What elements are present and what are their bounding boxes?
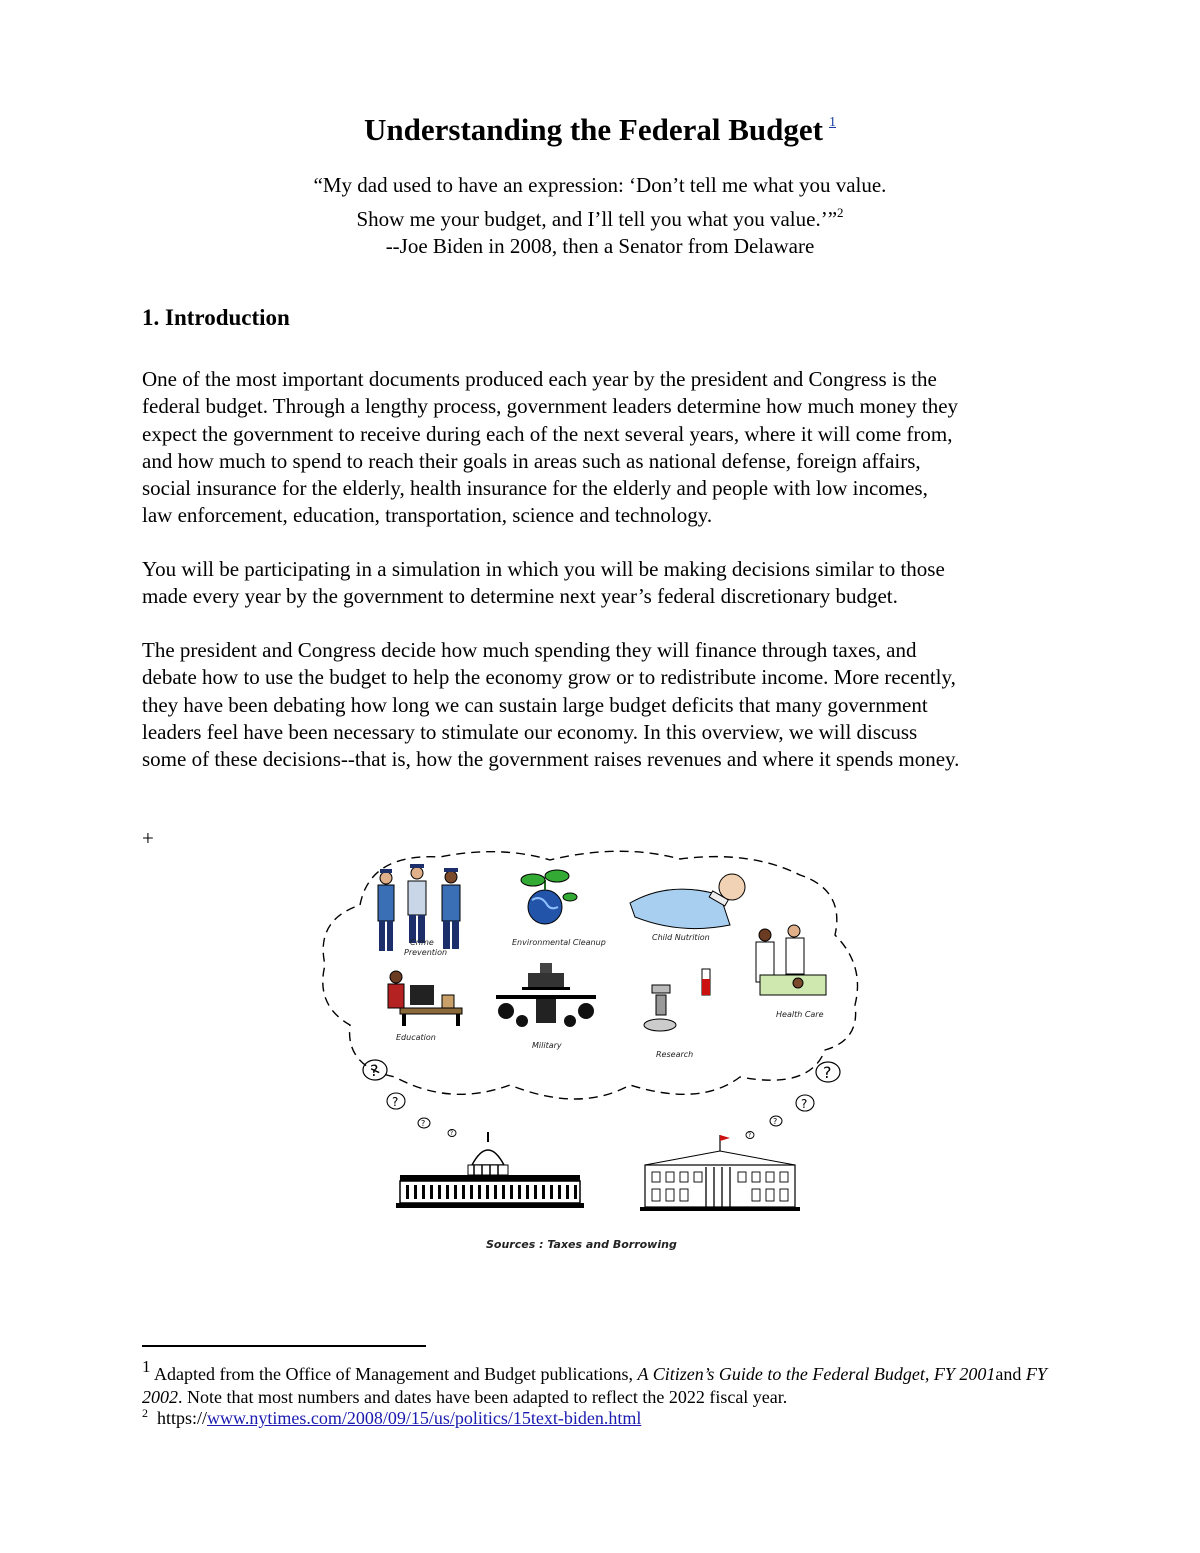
intro-paragraph-2 bbox=[142, 556, 1072, 611]
paragraph-line: debate how to use the budget to help the economy grow or to redistribute income. More recently, bbox=[142, 665, 956, 690]
label-child-nutrition: Child Nutrition bbox=[652, 933, 710, 942]
paragraph-line: The president and Congress decide how much spending they will finance through taxes, and bbox=[142, 638, 917, 662]
military-helicopter-icon bbox=[496, 963, 596, 1027]
footnote-1-number: 1 bbox=[142, 1357, 151, 1376]
label-military: Military bbox=[532, 1041, 562, 1050]
epigraph-footnote-ref[interactable]: 2 bbox=[837, 205, 844, 220]
teacher-computer-icon bbox=[388, 971, 462, 1026]
svg-text:?: ? bbox=[773, 1117, 778, 1126]
paragraph-line: leaders feel have been necessary to stimulate our economy. In this overview, we will discuss bbox=[142, 719, 918, 744]
epigraph-line-1: “My dad used to have an expression: ‘Don’t tell me what you value. bbox=[313, 173, 887, 197]
svg-text:?: ? bbox=[450, 1130, 454, 1137]
document-title bbox=[0, 112, 1200, 148]
paragraph-line: they have been debating how long we can sustain large budget deficits that many government bbox=[142, 692, 928, 717]
baby-with-bottle-icon bbox=[630, 874, 745, 929]
svg-text:?: ? bbox=[421, 1119, 426, 1128]
doctors-patient-icon bbox=[756, 925, 826, 995]
footnote-1-text-end: . Note that most numbers and dates have been adapted to reflect the 2022 fiscal year. bbox=[178, 1387, 788, 1407]
label-research: Research bbox=[656, 1050, 694, 1059]
footnote-2-prefix: https:// bbox=[157, 1408, 208, 1428]
paragraph-line: and how much to spend to reach their goals in areas such as national defense, foreign affairs, bbox=[142, 448, 921, 473]
question-mark-bubble bbox=[418, 1118, 430, 1128]
globe-seedling-icon bbox=[521, 870, 577, 924]
white-house-icon bbox=[640, 1135, 800, 1211]
paragraph-line: some of these decisions--that is, how the government raises revenues and where it spends money. bbox=[142, 747, 960, 772]
svg-text:?: ? bbox=[823, 1063, 832, 1082]
footnote-separator bbox=[142, 1345, 426, 1347]
footnote-2-number: 2 bbox=[142, 1406, 148, 1420]
paragraph-line: social insurance for the elderly, health insurance for the elderly and people with low incomes, bbox=[142, 476, 928, 501]
title-footnote-ref[interactable]: 1 bbox=[829, 115, 836, 130]
paragraph-line: law enforcement, education, transportation, science and technology. bbox=[142, 503, 713, 528]
svg-text:?: ? bbox=[801, 1097, 808, 1111]
question-mark-bubble bbox=[448, 1130, 456, 1138]
title-text: Understanding the Federal Budget bbox=[364, 112, 823, 147]
label-health-care: Health Care bbox=[776, 1010, 824, 1019]
svg-text:?: ? bbox=[748, 1132, 752, 1139]
plus-mark: + bbox=[142, 826, 154, 850]
sources-caption: Sources : Taxes and Borrowing bbox=[486, 1238, 677, 1251]
paragraph-line: expect the government to receive during each of the next several years, where it will come from, bbox=[142, 421, 953, 446]
svg-text:?: ? bbox=[370, 1061, 379, 1080]
footnote-1-text: Adapted from the Office of Management and Budget publications, bbox=[154, 1364, 638, 1384]
microscope-test-tube-icon bbox=[644, 969, 710, 1031]
intro-paragraph-1 bbox=[142, 366, 1072, 530]
paragraph-line: You will be participating in a simulation in which you will be making decisions similar to those bbox=[142, 557, 945, 581]
footnote-1-title-1: A Citizen’s Guide to the Federal Budget, FY 2001 bbox=[637, 1364, 996, 1384]
paragraph-line: One of the most important documents produced each year by the president and Congress is the bbox=[142, 367, 937, 391]
epigraph-attribution: --Joe Biden in 2008, then a Senator from Delaware bbox=[385, 234, 815, 258]
section-heading-introduction: 1. Introduction bbox=[142, 305, 290, 330]
question-mark-bubble bbox=[746, 1132, 754, 1140]
footnote-1-title-2: FY 2002 bbox=[142, 1364, 1047, 1407]
epigraph-line-2-text: Show me your budget, and I’ll tell you what you value.’” bbox=[356, 207, 838, 231]
question-mark-bubble bbox=[770, 1116, 782, 1126]
paragraph-line: federal budget. Through a lengthy process, government leaders determine how much money they bbox=[142, 394, 959, 419]
label-education: Education bbox=[396, 1033, 436, 1042]
epigraph bbox=[0, 172, 1200, 260]
epigraph-line-2 bbox=[0, 199, 1200, 233]
paragraph-line: made every year by the government to determine next year’s federal discretionary budget. bbox=[142, 584, 898, 609]
intro-paragraph-3 bbox=[142, 637, 1072, 773]
footnote-1-text-mid: and bbox=[995, 1364, 1026, 1384]
svg-text:?: ? bbox=[392, 1095, 399, 1109]
label-crime-line-1: Crime bbox=[410, 938, 434, 947]
question-mark-bubble bbox=[363, 1060, 387, 1080]
footnote-2 bbox=[142, 1402, 1072, 1430]
question-mark-bubble bbox=[796, 1095, 814, 1111]
capitol-building-icon bbox=[396, 1132, 584, 1208]
nytimes-source-link[interactable]: www.nytimes.com/2008/09/15/us/politics/15text-biden.html bbox=[207, 1408, 642, 1428]
footnote-1 bbox=[142, 1355, 1072, 1409]
question-mark-bubble bbox=[816, 1062, 840, 1082]
question-mark-bubble bbox=[387, 1093, 405, 1109]
label-environmental-cleanup: Environmental Cleanup bbox=[512, 938, 606, 947]
budget-thought-cloud-illustration bbox=[300, 845, 900, 1265]
label-crime-line-2: Prevention bbox=[404, 948, 448, 957]
